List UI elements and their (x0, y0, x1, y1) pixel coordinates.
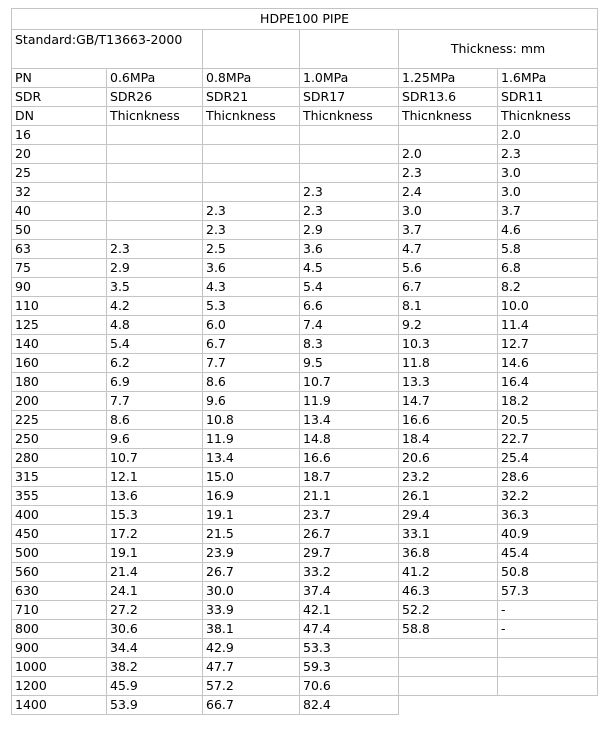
header-cell: 1.25MPa (399, 69, 498, 88)
thickness-cell: 24.1 (107, 582, 203, 601)
thickness-cell: 10.7 (107, 449, 203, 468)
thickness-cell (399, 126, 498, 145)
sdr-header-row (12, 88, 598, 107)
thickness-cell: 4.3 (203, 278, 300, 297)
thickness-cell: 8.6 (107, 411, 203, 430)
thickness-cell: 6.6 (300, 297, 399, 316)
pn-header-row (12, 69, 598, 88)
thickness-cell: 5.3 (203, 297, 300, 316)
thickness-cell: 30.0 (203, 582, 300, 601)
thickness-cell: 82.4 (300, 696, 399, 715)
thickness-cell: 12.1 (107, 468, 203, 487)
thickness-cell: 46.3 (399, 582, 498, 601)
table-title: HDPE100 PIPE (12, 9, 598, 30)
table-row (12, 126, 598, 145)
thickness-cell: 41.2 (399, 563, 498, 582)
thickness-cell: 33.9 (203, 601, 300, 620)
dn-cell: 1000 (12, 658, 107, 677)
thickness-cell (203, 164, 300, 183)
thickness-cell: 2.3 (498, 145, 598, 164)
dn-cell: 225 (12, 411, 107, 430)
header-cell: DN (12, 107, 107, 126)
thickness-cell: 5.8 (498, 240, 598, 259)
thickness-cell: 14.7 (399, 392, 498, 411)
thickness-cell: 33.2 (300, 563, 399, 582)
table-row (12, 202, 598, 221)
thickness-cell: 53.9 (107, 696, 203, 715)
header-cell: SDR11 (498, 88, 598, 107)
table-row (12, 677, 598, 696)
thickness-cell: 6.7 (203, 335, 300, 354)
table-row (12, 582, 598, 601)
dn-cell: 900 (12, 639, 107, 658)
thickness-cell: 16.6 (300, 449, 399, 468)
thickness-cell: 2.3 (300, 183, 399, 202)
dn-cell: 315 (12, 468, 107, 487)
thickness-cell: 8.1 (399, 297, 498, 316)
pipe-thickness-table (11, 8, 598, 715)
table-row (12, 373, 598, 392)
dn-header-row (12, 107, 598, 126)
thickness-cell (203, 126, 300, 145)
thickness-cell: 26.7 (300, 525, 399, 544)
thickness-cell: 3.5 (107, 278, 203, 297)
thickness-cell: 18.2 (498, 392, 598, 411)
thickness-cell: 28.6 (498, 468, 598, 487)
thickness-cell: 45.9 (107, 677, 203, 696)
thickness-cell: 3.6 (300, 240, 399, 259)
thickness-cell: 2.9 (107, 259, 203, 278)
thickness-cell: 3.0 (498, 164, 598, 183)
thickness-cell: 3.6 (203, 259, 300, 278)
dn-cell: 40 (12, 202, 107, 221)
thickness-cell: 2.5 (203, 240, 300, 259)
thickness-cell: - (498, 620, 598, 639)
table-row (12, 487, 598, 506)
thickness-cell: 4.7 (399, 240, 498, 259)
thickness-cell: 10.8 (203, 411, 300, 430)
thickness-cell: 29.4 (399, 506, 498, 525)
thickness-cell: 29.7 (300, 544, 399, 563)
table-row (12, 354, 598, 373)
table-row (12, 696, 598, 715)
dn-cell: 1200 (12, 677, 107, 696)
thickness-cell: 9.6 (203, 392, 300, 411)
dn-cell: 450 (12, 525, 107, 544)
thickness-cell: 25.4 (498, 449, 598, 468)
thickness-cell (498, 658, 598, 677)
thickness-cell: 13.4 (300, 411, 399, 430)
thickness-cell: 11.9 (300, 392, 399, 411)
thickness-cell: 6.0 (203, 316, 300, 335)
dn-cell: 90 (12, 278, 107, 297)
thickness-cell: 10.7 (300, 373, 399, 392)
thickness-cell: 5.4 (300, 278, 399, 297)
table-row (12, 240, 598, 259)
thickness-cell: 7.7 (107, 392, 203, 411)
thickness-cell: 3.7 (399, 221, 498, 240)
thickness-cell: 4.5 (300, 259, 399, 278)
blank-area (399, 696, 498, 715)
dn-cell: 160 (12, 354, 107, 373)
table-row (12, 221, 598, 240)
thickness-cell: 6.2 (107, 354, 203, 373)
header-cell: SDR21 (203, 88, 300, 107)
thickness-cell: 4.8 (107, 316, 203, 335)
table-row (12, 164, 598, 183)
table-row (12, 639, 598, 658)
thickness-cell: 38.1 (203, 620, 300, 639)
thickness-cell: 6.7 (399, 278, 498, 297)
table-row (12, 658, 598, 677)
thickness-cell: 66.7 (203, 696, 300, 715)
standard-label: Standard:GB/T13663-2000 (12, 30, 203, 69)
thickness-cell: 2.3 (203, 221, 300, 240)
thickness-cell: 3.7 (498, 202, 598, 221)
thickness-cell: 4.2 (107, 297, 203, 316)
dn-cell: 20 (12, 145, 107, 164)
thickness-cell: 36.8 (399, 544, 498, 563)
thickness-cell: 10.0 (498, 297, 598, 316)
dn-cell: 180 (12, 373, 107, 392)
dn-cell: 1400 (12, 696, 107, 715)
thickness-cell: 16.9 (203, 487, 300, 506)
header-cell: 0.6MPa (107, 69, 203, 88)
thickness-cell: 2.9 (300, 221, 399, 240)
header-cell: Thicnkness (203, 107, 300, 126)
thickness-cell: 37.4 (300, 582, 399, 601)
table-row (12, 601, 598, 620)
thickness-cell: 52.2 (399, 601, 498, 620)
thickness-cell: 23.9 (203, 544, 300, 563)
thickness-cell: 14.6 (498, 354, 598, 373)
thickness-cell: 23.2 (399, 468, 498, 487)
header-cell: SDR13.6 (399, 88, 498, 107)
thickness-cell: 16.6 (399, 411, 498, 430)
thickness-cell: - (498, 601, 598, 620)
thickness-cell: 9.2 (399, 316, 498, 335)
header-cell: Thicnkness (399, 107, 498, 126)
thickness-cell: 6.8 (498, 259, 598, 278)
dn-cell: 125 (12, 316, 107, 335)
thickness-cell: 3.0 (399, 202, 498, 221)
thickness-cell: 32.2 (498, 487, 598, 506)
table-row (12, 392, 598, 411)
thickness-cell: 8.3 (300, 335, 399, 354)
table-row (12, 620, 598, 639)
table-row (12, 506, 598, 525)
thickness-cell: 53.3 (300, 639, 399, 658)
dn-cell: 200 (12, 392, 107, 411)
dn-cell: 63 (12, 240, 107, 259)
table-row (12, 411, 598, 430)
thickness-cell (300, 145, 399, 164)
thickness-cell (399, 639, 498, 658)
blank-area (498, 696, 598, 715)
thickness-cell: 26.1 (399, 487, 498, 506)
thickness-cell: 13.3 (399, 373, 498, 392)
dn-cell: 630 (12, 582, 107, 601)
dn-cell: 560 (12, 563, 107, 582)
dn-cell: 500 (12, 544, 107, 563)
thickness-cell: 47.7 (203, 658, 300, 677)
thickness-cell: 6.9 (107, 373, 203, 392)
thickness-cell: 18.4 (399, 430, 498, 449)
thickness-cell: 20.6 (399, 449, 498, 468)
thickness-cell: 21.4 (107, 563, 203, 582)
dn-cell: 400 (12, 506, 107, 525)
dn-cell: 250 (12, 430, 107, 449)
thickness-cell: 8.2 (498, 278, 598, 297)
thickness-cell: 20.5 (498, 411, 598, 430)
thickness-cell: 11.9 (203, 430, 300, 449)
dn-cell: 50 (12, 221, 107, 240)
thickness-cell: 26.7 (203, 563, 300, 582)
header-cell: SDR (12, 88, 107, 107)
thickness-cell: 42.1 (300, 601, 399, 620)
table-row (12, 430, 598, 449)
thickness-cell: 8.6 (203, 373, 300, 392)
table-row (12, 563, 598, 582)
thickness-unit-label: Thickness: mm (399, 30, 598, 69)
thickness-cell: 27.2 (107, 601, 203, 620)
header-cell: SDR26 (107, 88, 203, 107)
dn-cell: 25 (12, 164, 107, 183)
thickness-cell: 10.3 (399, 335, 498, 354)
table-row (12, 468, 598, 487)
dn-cell: 75 (12, 259, 107, 278)
thickness-cell (300, 126, 399, 145)
thickness-cell: 19.1 (203, 506, 300, 525)
thickness-cell: 45.4 (498, 544, 598, 563)
thickness-cell: 7.7 (203, 354, 300, 373)
thickness-cell: 34.4 (107, 639, 203, 658)
thickness-cell (399, 677, 498, 696)
thickness-cell: 16.4 (498, 373, 598, 392)
dn-cell: 800 (12, 620, 107, 639)
thickness-cell: 59.3 (300, 658, 399, 677)
table-row (12, 278, 598, 297)
thickness-cell: 2.0 (498, 126, 598, 145)
thickness-cell: 4.6 (498, 221, 598, 240)
header-cell: SDR17 (300, 88, 399, 107)
header-cell: 1.0MPa (300, 69, 399, 88)
thickness-cell: 14.8 (300, 430, 399, 449)
thickness-cell (107, 126, 203, 145)
thickness-cell: 7.4 (300, 316, 399, 335)
thickness-cell: 42.9 (203, 639, 300, 658)
table-row (12, 335, 598, 354)
table-row (12, 525, 598, 544)
standard-row (12, 30, 598, 69)
thickness-cell: 2.3 (300, 202, 399, 221)
thickness-cell: 2.3 (203, 202, 300, 221)
thickness-cell: 9.5 (300, 354, 399, 373)
thickness-cell (498, 677, 598, 696)
title-row (12, 9, 598, 30)
thickness-cell: 57.3 (498, 582, 598, 601)
thickness-cell: 2.3 (107, 240, 203, 259)
thickness-cell: 38.2 (107, 658, 203, 677)
thickness-cell (107, 221, 203, 240)
thickness-cell (107, 183, 203, 202)
table-row (12, 183, 598, 202)
empty-cell (203, 30, 300, 69)
dn-cell: 280 (12, 449, 107, 468)
dn-cell: 110 (12, 297, 107, 316)
hdpe-pipe-spec-sheet (11, 8, 598, 715)
dn-cell: 355 (12, 487, 107, 506)
thickness-cell: 15.3 (107, 506, 203, 525)
thickness-cell: 30.6 (107, 620, 203, 639)
thickness-cell: 2.4 (399, 183, 498, 202)
thickness-cell: 36.3 (498, 506, 598, 525)
thickness-cell: 70.6 (300, 677, 399, 696)
thickness-cell: 22.7 (498, 430, 598, 449)
header-cell: PN (12, 69, 107, 88)
thickness-cell: 11.8 (399, 354, 498, 373)
table-row (12, 544, 598, 563)
dn-cell: 32 (12, 183, 107, 202)
header-cell: 0.8MPa (203, 69, 300, 88)
thickness-cell: 18.7 (300, 468, 399, 487)
header-cell: 1.6MPa (498, 69, 598, 88)
dn-cell: 140 (12, 335, 107, 354)
thickness-cell: 9.6 (107, 430, 203, 449)
header-cell: Thicnkness (300, 107, 399, 126)
table-row (12, 316, 598, 335)
thickness-cell (107, 202, 203, 221)
thickness-cell: 21.1 (300, 487, 399, 506)
thickness-cell (399, 658, 498, 677)
thickness-cell: 5.6 (399, 259, 498, 278)
header-cell: Thicnkness (107, 107, 203, 126)
table-row (12, 259, 598, 278)
thickness-cell: 13.6 (107, 487, 203, 506)
thickness-cell: 23.7 (300, 506, 399, 525)
thickness-cell: 13.4 (203, 449, 300, 468)
table-row (12, 145, 598, 164)
thickness-cell: 3.0 (498, 183, 598, 202)
table-row (12, 297, 598, 316)
dn-cell: 710 (12, 601, 107, 620)
thickness-cell: 5.4 (107, 335, 203, 354)
thickness-cell: 58.8 (399, 620, 498, 639)
thickness-cell: 57.2 (203, 677, 300, 696)
thickness-cell (203, 145, 300, 164)
thickness-cell: 11.4 (498, 316, 598, 335)
thickness-cell: 50.8 (498, 563, 598, 582)
dn-cell: 16 (12, 126, 107, 145)
thickness-cell: 47.4 (300, 620, 399, 639)
thickness-cell: 12.7 (498, 335, 598, 354)
thickness-cell: 17.2 (107, 525, 203, 544)
thickness-cell: 33.1 (399, 525, 498, 544)
thickness-cell (498, 639, 598, 658)
thickness-cell (203, 183, 300, 202)
thickness-cell: 21.5 (203, 525, 300, 544)
thickness-cell (107, 145, 203, 164)
thickness-cell: 2.0 (399, 145, 498, 164)
thickness-cell: 15.0 (203, 468, 300, 487)
thickness-cell (300, 164, 399, 183)
thickness-cell: 40.9 (498, 525, 598, 544)
thickness-cell: 2.3 (399, 164, 498, 183)
table-row (12, 449, 598, 468)
header-cell: Thicnkness (498, 107, 598, 126)
thickness-cell: 19.1 (107, 544, 203, 563)
thickness-cell (107, 164, 203, 183)
empty-cell (300, 30, 399, 69)
